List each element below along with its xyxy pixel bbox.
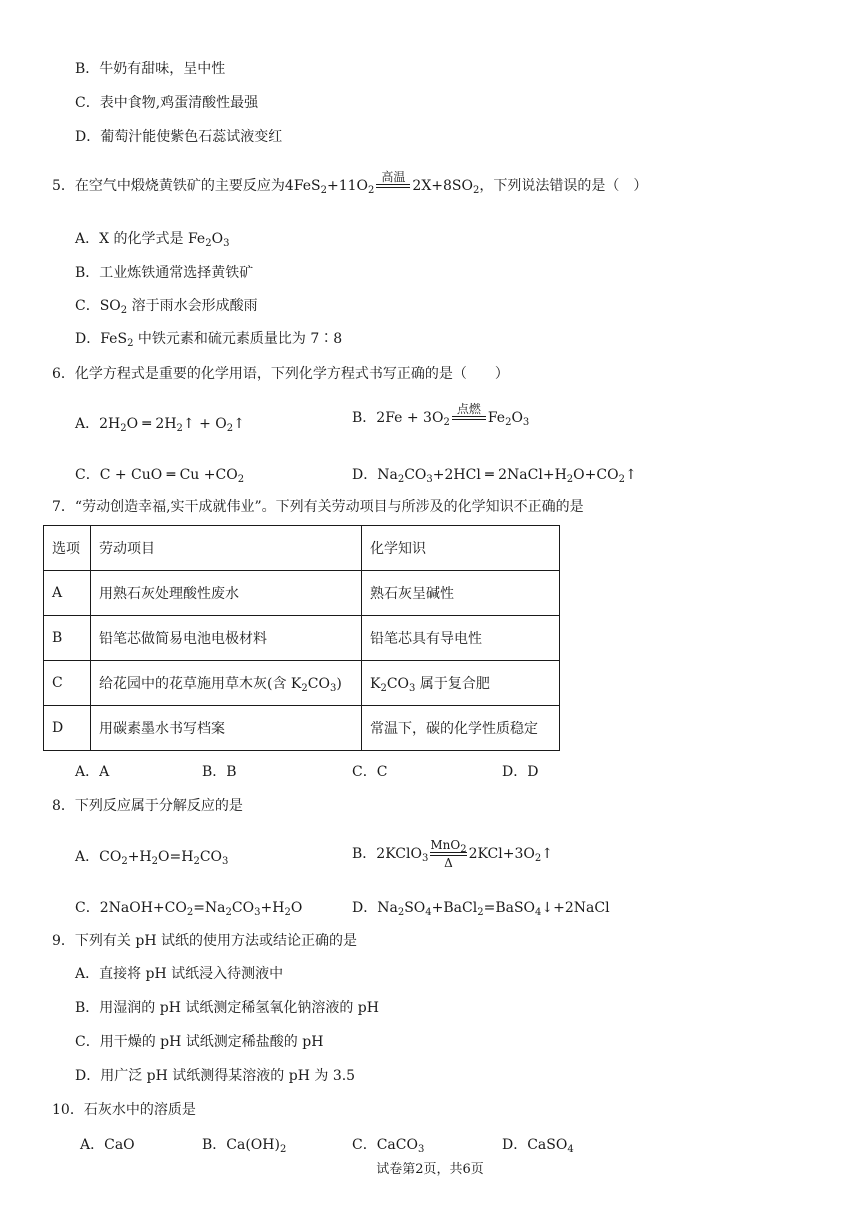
q10-option-d: D．CaSO$_4$: [502, 1137, 574, 1155]
q6-option-a: A．$2H_2O$ ═ $2H_2↑$ + $O_2↑$: [75, 416, 245, 434]
q10-option-c: C．CaCO$_3$: [352, 1137, 425, 1155]
table-row: [44, 661, 560, 706]
table-header-cell: 化学知识: [362, 526, 560, 571]
table-header-cell: 劳动项目: [91, 526, 362, 571]
table-cell: $K_2CO_3$ 属于复合肥: [362, 661, 560, 706]
q5-option-d: D．FeS$_2$ 中铁元素和硫元素质量比为 7∶8: [75, 331, 343, 349]
q7-answer-a: A．A: [75, 764, 110, 780]
table-row: [44, 706, 560, 751]
q9-option-b: B．用湿润的 pH 试纸测定稀氢氧化钠溶液的 pH: [75, 1000, 379, 1016]
q8-option-c: C．$2NaOH+CO_2=Na_2CO_3+H_2O$: [75, 900, 303, 918]
q9-stem: 9．下列有关 pH 试纸的使用方法或结论正确的是: [52, 933, 357, 949]
q8-stem: 8．下列反应属于分解反应的是: [52, 798, 243, 814]
q4-option-c: C．表中食物,鸡蛋清酸性最强: [75, 95, 259, 111]
table-cell: 熟石灰呈碱性: [362, 571, 560, 616]
q8-option-a: A．$CO_2+H_2O=H_2CO_3$: [75, 849, 229, 867]
q6-option-b: B．$2Fe + 3O_2$ 点燃 $Fe_2O_3$: [352, 402, 529, 434]
table-cell: 常温下，碳的化学性质稳定: [362, 706, 560, 751]
q9-option-c: C．用干燥的 pH 试纸测定稀盐酸的 pH: [75, 1034, 324, 1050]
q7-table: [43, 525, 560, 751]
q6-condition: 点燃: [452, 402, 486, 434]
q6-option-d: D．$Na_2CO_3+2HCl$ ═ $2NaCl+H_2O+CO_2↑$: [352, 467, 637, 485]
table-row: [44, 571, 560, 616]
q5-option-c: C．$SO_2$ 溶于雨水会形成酸雨: [75, 298, 258, 316]
q7-answer-d: D．D: [502, 764, 539, 780]
q4-option-d: D．葡萄汁能使紫色石蕊试液变红: [75, 129, 283, 145]
table-cell: A: [44, 571, 91, 616]
page-footer: 试卷第2页，共6页: [376, 1162, 484, 1177]
table-cell: C: [44, 661, 91, 706]
q5-condition: 高温: [376, 170, 410, 202]
q5-option-b: B．工业炼铁通常选择黄铁矿: [75, 265, 254, 281]
q8-option-b: B．2KClO$_3$ MnO$_2$ Δ $2KCl+3O_2↑$: [352, 838, 553, 870]
q7-stem: 7．“劳动创造幸福,实干成就伟业”。下列有关劳动项目与所涉及的化学知识不正确的是: [52, 499, 584, 515]
q8-condition: MnO$_2$ Δ: [430, 838, 467, 870]
q8-option-d: D．$Na_2SO_4+BaCl_2=BaSO_4↓+2NaCl$: [352, 900, 610, 918]
q9-option-d: D．用广泛 pH 试纸测得某溶液的 pH 为 3.5: [75, 1068, 356, 1084]
q9-option-a: A．直接将 pH 试纸浸入待测液中: [75, 966, 284, 982]
q5-option-a: A．X 的化学式是 $Fe_2O_3$: [75, 231, 230, 249]
table-cell: 给花园中的花草施用草木灰(含 $K_2CO_3$): [91, 661, 362, 706]
q10-stem: 10．石灰水中的溶质是: [52, 1102, 196, 1118]
table-header-row: [44, 526, 560, 571]
q5-stem: 5．在空气中煅烧黄铁矿的主要反应为$4FeS_2+11O_2$ 高温 $2X+8SO_2$，下列说法错误的是（ ）: [52, 170, 647, 202]
table-cell: 铅笔芯做简易电池电极材料: [91, 616, 362, 661]
q7-answer-b: B．B: [202, 764, 237, 780]
q4-option-b: B．牛奶有甜味，呈中性: [75, 61, 226, 77]
table-cell: D: [44, 706, 91, 751]
q10-option-b: B．$Ca(OH)_2$: [202, 1137, 287, 1155]
q6-option-c: C．C + CuO ═ $Cu +CO_2$: [75, 467, 245, 485]
q7-answer-c: C．C: [352, 764, 388, 780]
table-header-cell: 选项: [44, 526, 91, 571]
table-row: [44, 616, 560, 661]
q6-stem: 6．化学方程式是重要的化学用语，下列化学方程式书写正确的是（ ）: [52, 366, 509, 382]
table-cell: B: [44, 616, 91, 661]
table-cell: 用熟石灰处理酸性废水: [91, 571, 362, 616]
table-cell: 铅笔芯具有导电性: [362, 616, 560, 661]
q10-option-a: A．CaO: [80, 1137, 135, 1153]
table-cell: 用碳素墨水书写档案: [91, 706, 362, 751]
